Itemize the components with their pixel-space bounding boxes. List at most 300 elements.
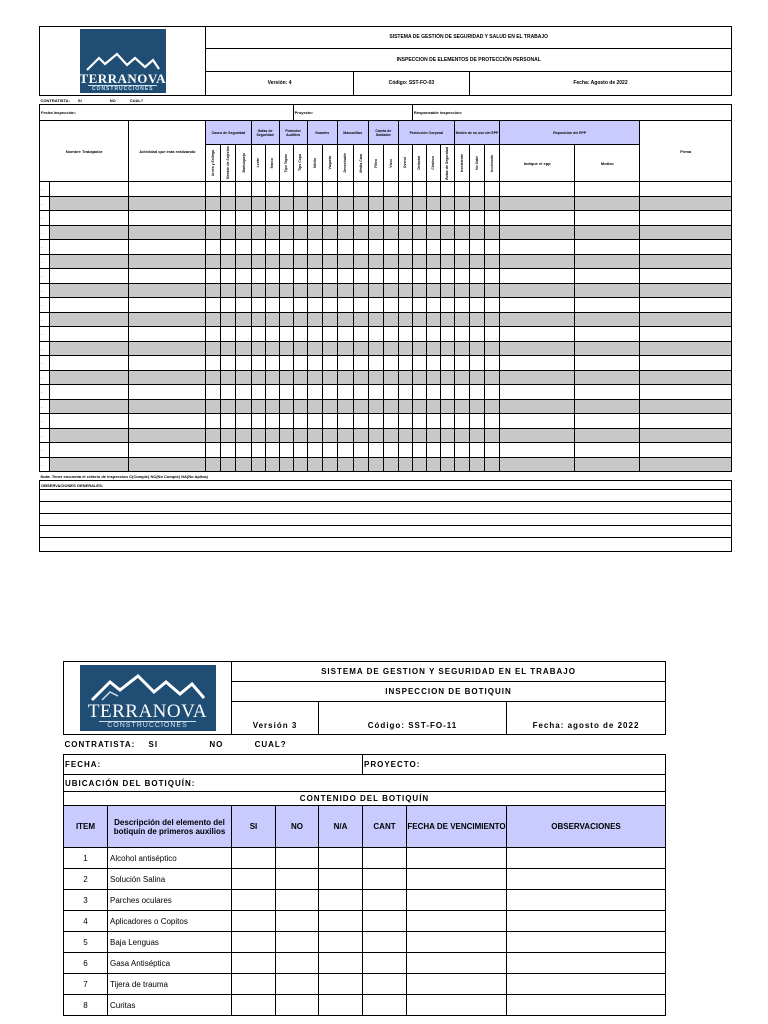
table-cell[interactable] [307, 457, 322, 472]
table-cell[interactable] [383, 182, 398, 197]
table-cell[interactable] [454, 356, 469, 371]
table-cell[interactable] [353, 211, 368, 226]
table-cell[interactable] [265, 327, 279, 342]
table-cell[interactable] [640, 196, 732, 211]
table-cell[interactable] [206, 225, 221, 240]
table-cell[interactable] [383, 327, 398, 342]
table-cell[interactable] [265, 428, 279, 443]
table-cell[interactable] [337, 269, 353, 284]
table-cell[interactable] [426, 196, 440, 211]
table-cell[interactable] [337, 457, 353, 472]
table-cell[interactable] [236, 370, 251, 385]
table-cell[interactable] [236, 443, 251, 458]
table-cell[interactable] [640, 254, 732, 269]
table-cell[interactable] [221, 254, 236, 269]
table-cell[interactable] [485, 211, 500, 226]
table-cell[interactable] [412, 182, 426, 197]
table-cell[interactable] [307, 414, 322, 429]
table-cell[interactable] [353, 341, 368, 356]
table-cell[interactable] [293, 428, 307, 443]
table-cell[interactable] [221, 341, 236, 356]
table-cell[interactable] [221, 269, 236, 284]
table-cell[interactable] [322, 443, 337, 458]
table-cell[interactable] [279, 240, 293, 255]
table-cell[interactable] [337, 240, 353, 255]
table-cell[interactable] [440, 327, 454, 342]
table-cell[interactable] [412, 370, 426, 385]
table-cell[interactable] [383, 240, 398, 255]
table-cell[interactable] [232, 932, 276, 953]
table-cell[interactable] [440, 385, 454, 400]
table-cell[interactable] [337, 182, 353, 197]
table-cell[interactable] [279, 457, 293, 472]
table-cell[interactable] [251, 327, 265, 342]
table-cell[interactable] [307, 283, 322, 298]
table-cell[interactable] [265, 414, 279, 429]
table-cell[interactable] [322, 457, 337, 472]
project-field[interactable]: Proyecto: [293, 105, 412, 121]
table-cell[interactable] [236, 283, 251, 298]
table-cell[interactable] [293, 399, 307, 414]
table-cell[interactable] [353, 428, 368, 443]
table-cell[interactable] [363, 932, 407, 953]
table-cell[interactable] [412, 385, 426, 400]
table-cell[interactable] [485, 428, 500, 443]
table-cell[interactable] [251, 211, 265, 226]
table-cell[interactable] [500, 356, 575, 371]
table-cell[interactable] [293, 457, 307, 472]
table-cell[interactable] [485, 283, 500, 298]
table-cell[interactable] [575, 327, 640, 342]
table-cell[interactable] [232, 995, 276, 1016]
table-cell[interactable] [383, 341, 398, 356]
table-cell[interactable] [50, 443, 129, 458]
table-cell[interactable] [307, 225, 322, 240]
table-cell[interactable] [322, 356, 337, 371]
table-cell[interactable] [469, 283, 484, 298]
table-cell[interactable] [307, 182, 322, 197]
table-cell[interactable] [485, 298, 500, 313]
table-cell[interactable] [454, 385, 469, 400]
table-cell[interactable] [575, 341, 640, 356]
table-cell[interactable] [279, 298, 293, 313]
table-cell[interactable] [307, 211, 322, 226]
inspection-date-field[interactable]: Fecha Inspección: [40, 105, 294, 121]
table-cell[interactable] [640, 385, 732, 400]
table-cell[interactable] [129, 211, 206, 226]
table-cell[interactable] [251, 283, 265, 298]
table-cell[interactable] [221, 327, 236, 342]
table-cell[interactable] [500, 182, 575, 197]
table-cell[interactable] [469, 457, 484, 472]
table-cell[interactable] [251, 428, 265, 443]
table-cell[interactable] [575, 356, 640, 371]
table-cell[interactable] [485, 399, 500, 414]
table-cell[interactable] [469, 341, 484, 356]
table-cell[interactable] [412, 196, 426, 211]
table-cell[interactable] [50, 399, 129, 414]
table-cell[interactable] [322, 254, 337, 269]
table-cell[interactable] [251, 225, 265, 240]
table-cell[interactable] [322, 428, 337, 443]
table-cell[interactable] [398, 370, 412, 385]
table-cell[interactable] [279, 225, 293, 240]
table-cell[interactable] [440, 196, 454, 211]
table-cell[interactable] [398, 312, 412, 327]
table-cell[interactable] [307, 327, 322, 342]
table-cell[interactable] [221, 196, 236, 211]
table-cell[interactable] [469, 182, 484, 197]
table-cell[interactable] [507, 890, 666, 911]
table-cell[interactable] [319, 974, 363, 995]
table-cell[interactable] [337, 370, 353, 385]
table-cell[interactable] [368, 370, 383, 385]
table-cell[interactable] [500, 370, 575, 385]
table-cell[interactable] [307, 240, 322, 255]
table-cell[interactable] [221, 414, 236, 429]
table-cell[interactable] [221, 225, 236, 240]
table-cell[interactable] [363, 953, 407, 974]
table-cell[interactable] [307, 269, 322, 284]
table-cell[interactable] [640, 225, 732, 240]
table-cell[interactable] [307, 356, 322, 371]
table-cell[interactable] [412, 240, 426, 255]
table-cell[interactable] [265, 254, 279, 269]
table-cell[interactable] [500, 254, 575, 269]
table-cell[interactable] [363, 995, 407, 1016]
table-cell[interactable] [412, 269, 426, 284]
table-cell[interactable] [426, 457, 440, 472]
table-cell[interactable] [485, 254, 500, 269]
table-cell[interactable] [407, 932, 507, 953]
table-cell[interactable] [50, 211, 129, 226]
fecha-field[interactable]: FECHA: [64, 755, 363, 775]
table-cell[interactable] [322, 298, 337, 313]
table-cell[interactable] [129, 399, 206, 414]
table-cell[interactable] [440, 370, 454, 385]
table-cell[interactable] [440, 182, 454, 197]
table-cell[interactable] [485, 457, 500, 472]
table-cell[interactable] [368, 356, 383, 371]
table-cell[interactable] [322, 182, 337, 197]
table-cell[interactable] [383, 312, 398, 327]
table-cell[interactable] [265, 385, 279, 400]
table-cell[interactable] [129, 370, 206, 385]
table-cell[interactable] [265, 399, 279, 414]
table-cell[interactable] [276, 848, 319, 869]
table-cell[interactable] [293, 370, 307, 385]
table-cell[interactable] [265, 443, 279, 458]
table-cell[interactable] [50, 225, 129, 240]
table-cell[interactable] [265, 269, 279, 284]
table-cell[interactable] [353, 414, 368, 429]
table-cell[interactable] [353, 269, 368, 284]
table-cell[interactable] [500, 196, 575, 211]
table-cell[interactable] [426, 225, 440, 240]
table-cell[interactable] [129, 327, 206, 342]
table-cell[interactable] [353, 385, 368, 400]
table-cell[interactable] [353, 254, 368, 269]
table-cell[interactable] [440, 254, 454, 269]
table-cell[interactable] [337, 225, 353, 240]
table-cell[interactable] [383, 414, 398, 429]
table-cell[interactable] [575, 254, 640, 269]
table-cell[interactable] [507, 953, 666, 974]
table-cell[interactable] [322, 385, 337, 400]
table-cell[interactable] [276, 953, 319, 974]
table-cell[interactable] [454, 312, 469, 327]
table-cell[interactable] [251, 182, 265, 197]
table-cell[interactable] [206, 356, 221, 371]
table-cell[interactable] [353, 399, 368, 414]
table-cell[interactable] [368, 225, 383, 240]
table-cell[interactable] [337, 327, 353, 342]
table-cell[interactable] [322, 312, 337, 327]
table-cell[interactable] [640, 414, 732, 429]
table-cell[interactable] [485, 312, 500, 327]
observation-line[interactable] [40, 538, 732, 552]
table-cell[interactable] [353, 312, 368, 327]
table-cell[interactable] [337, 312, 353, 327]
observation-line[interactable] [40, 514, 732, 526]
table-cell[interactable] [398, 356, 412, 371]
table-cell[interactable] [575, 182, 640, 197]
table-cell[interactable] [368, 196, 383, 211]
table-cell[interactable] [293, 327, 307, 342]
table-cell[interactable] [368, 414, 383, 429]
table-cell[interactable] [426, 327, 440, 342]
table-cell[interactable] [426, 399, 440, 414]
table-cell[interactable] [368, 385, 383, 400]
table-cell[interactable] [221, 240, 236, 255]
table-cell[interactable] [454, 443, 469, 458]
table-cell[interactable] [368, 443, 383, 458]
table-cell[interactable] [337, 443, 353, 458]
table-cell[interactable] [293, 443, 307, 458]
table-cell[interactable] [398, 428, 412, 443]
table-cell[interactable] [232, 911, 276, 932]
table-cell[interactable] [319, 911, 363, 932]
table-cell[interactable] [469, 196, 484, 211]
table-cell[interactable] [307, 370, 322, 385]
table-cell[interactable] [353, 327, 368, 342]
table-cell[interactable] [221, 356, 236, 371]
responsible-field[interactable]: Responsable inspección: [412, 105, 731, 121]
table-cell[interactable] [440, 240, 454, 255]
table-cell[interactable] [383, 457, 398, 472]
table-cell[interactable] [412, 283, 426, 298]
table-cell[interactable] [454, 327, 469, 342]
table-cell[interactable] [398, 182, 412, 197]
table-cell[interactable] [440, 312, 454, 327]
table-cell[interactable] [440, 298, 454, 313]
table-cell[interactable] [232, 848, 276, 869]
table-cell[interactable] [454, 225, 469, 240]
table-cell[interactable] [412, 327, 426, 342]
table-cell[interactable] [50, 370, 129, 385]
table-cell[interactable] [440, 283, 454, 298]
table-cell[interactable] [368, 254, 383, 269]
table-cell[interactable] [398, 327, 412, 342]
table-cell[interactable] [640, 341, 732, 356]
table-cell[interactable] [307, 196, 322, 211]
table-cell[interactable] [129, 385, 206, 400]
table-cell[interactable] [206, 327, 221, 342]
table-cell[interactable] [337, 385, 353, 400]
table-cell[interactable] [232, 869, 276, 890]
table-cell[interactable] [206, 341, 221, 356]
table-cell[interactable] [265, 298, 279, 313]
table-cell[interactable] [575, 399, 640, 414]
table-cell[interactable] [279, 356, 293, 371]
table-cell[interactable] [575, 240, 640, 255]
table-cell[interactable] [454, 254, 469, 269]
table-cell[interactable] [640, 370, 732, 385]
table-cell[interactable] [426, 283, 440, 298]
table-cell[interactable] [236, 254, 251, 269]
table-cell[interactable] [322, 399, 337, 414]
table-cell[interactable] [368, 211, 383, 226]
table-cell[interactable] [469, 269, 484, 284]
table-cell[interactable] [398, 457, 412, 472]
table-cell[interactable] [337, 414, 353, 429]
table-cell[interactable] [221, 370, 236, 385]
table-cell[interactable] [353, 370, 368, 385]
table-cell[interactable] [221, 298, 236, 313]
table-cell[interactable] [206, 414, 221, 429]
table-cell[interactable] [129, 443, 206, 458]
table-cell[interactable] [236, 399, 251, 414]
table-cell[interactable] [383, 269, 398, 284]
table-cell[interactable] [398, 385, 412, 400]
table-cell[interactable] [454, 414, 469, 429]
table-cell[interactable] [575, 414, 640, 429]
table-cell[interactable] [50, 283, 129, 298]
table-cell[interactable] [221, 457, 236, 472]
table-cell[interactable] [485, 196, 500, 211]
table-cell[interactable] [221, 385, 236, 400]
table-cell[interactable] [440, 414, 454, 429]
table-cell[interactable] [454, 240, 469, 255]
table-cell[interactable] [279, 370, 293, 385]
table-cell[interactable] [129, 254, 206, 269]
table-cell[interactable] [307, 428, 322, 443]
table-cell[interactable] [293, 240, 307, 255]
table-cell[interactable] [398, 341, 412, 356]
table-cell[interactable] [500, 298, 575, 313]
table-cell[interactable] [500, 428, 575, 443]
observation-line[interactable] [40, 526, 732, 538]
table-cell[interactable] [398, 399, 412, 414]
table-cell[interactable] [500, 225, 575, 240]
table-cell[interactable] [640, 298, 732, 313]
table-cell[interactable] [221, 312, 236, 327]
table-cell[interactable] [440, 443, 454, 458]
table-cell[interactable] [322, 370, 337, 385]
table-cell[interactable] [319, 869, 363, 890]
table-cell[interactable] [279, 196, 293, 211]
table-cell[interactable] [251, 457, 265, 472]
table-cell[interactable] [412, 428, 426, 443]
table-cell[interactable] [50, 196, 129, 211]
table-cell[interactable] [507, 932, 666, 953]
table-cell[interactable] [426, 312, 440, 327]
table-cell[interactable] [307, 443, 322, 458]
observation-line[interactable] [40, 490, 732, 502]
table-cell[interactable] [426, 356, 440, 371]
table-cell[interactable] [398, 414, 412, 429]
table-cell[interactable] [353, 182, 368, 197]
table-cell[interactable] [383, 196, 398, 211]
table-cell[interactable] [507, 911, 666, 932]
table-cell[interactable] [368, 399, 383, 414]
table-cell[interactable] [426, 298, 440, 313]
table-cell[interactable] [412, 225, 426, 240]
table-cell[interactable] [353, 225, 368, 240]
table-cell[interactable] [485, 225, 500, 240]
table-cell[interactable] [426, 269, 440, 284]
table-cell[interactable] [353, 298, 368, 313]
table-cell[interactable] [368, 327, 383, 342]
table-cell[interactable] [50, 385, 129, 400]
table-cell[interactable] [265, 283, 279, 298]
table-cell[interactable] [500, 443, 575, 458]
table-cell[interactable] [575, 457, 640, 472]
table-cell[interactable] [485, 341, 500, 356]
table-cell[interactable] [50, 182, 129, 197]
table-cell[interactable] [307, 385, 322, 400]
table-cell[interactable] [353, 443, 368, 458]
table-cell[interactable] [469, 298, 484, 313]
table-cell[interactable] [363, 869, 407, 890]
table-cell[interactable] [500, 312, 575, 327]
table-cell[interactable] [454, 211, 469, 226]
table-cell[interactable] [50, 414, 129, 429]
table-cell[interactable] [398, 283, 412, 298]
table-cell[interactable] [454, 370, 469, 385]
table-cell[interactable] [251, 298, 265, 313]
table-cell[interactable] [412, 443, 426, 458]
table-cell[interactable] [469, 327, 484, 342]
table-cell[interactable] [337, 428, 353, 443]
table-cell[interactable] [500, 327, 575, 342]
table-cell[interactable] [412, 356, 426, 371]
table-cell[interactable] [276, 911, 319, 932]
table-cell[interactable] [129, 298, 206, 313]
table-cell[interactable] [251, 385, 265, 400]
table-cell[interactable] [469, 240, 484, 255]
table-cell[interactable] [293, 414, 307, 429]
table-cell[interactable] [322, 414, 337, 429]
table-cell[interactable] [251, 312, 265, 327]
table-cell[interactable] [363, 911, 407, 932]
table-cell[interactable] [265, 341, 279, 356]
table-cell[interactable] [407, 848, 507, 869]
table-cell[interactable] [469, 225, 484, 240]
table-cell[interactable] [454, 298, 469, 313]
table-cell[interactable] [279, 399, 293, 414]
table-cell[interactable] [50, 327, 129, 342]
table-cell[interactable] [407, 953, 507, 974]
table-cell[interactable] [337, 298, 353, 313]
table-cell[interactable] [319, 995, 363, 1016]
table-cell[interactable] [293, 356, 307, 371]
table-cell[interactable] [221, 283, 236, 298]
table-cell[interactable] [426, 254, 440, 269]
table-cell[interactable] [322, 283, 337, 298]
table-cell[interactable] [129, 312, 206, 327]
table-cell[interactable] [236, 196, 251, 211]
